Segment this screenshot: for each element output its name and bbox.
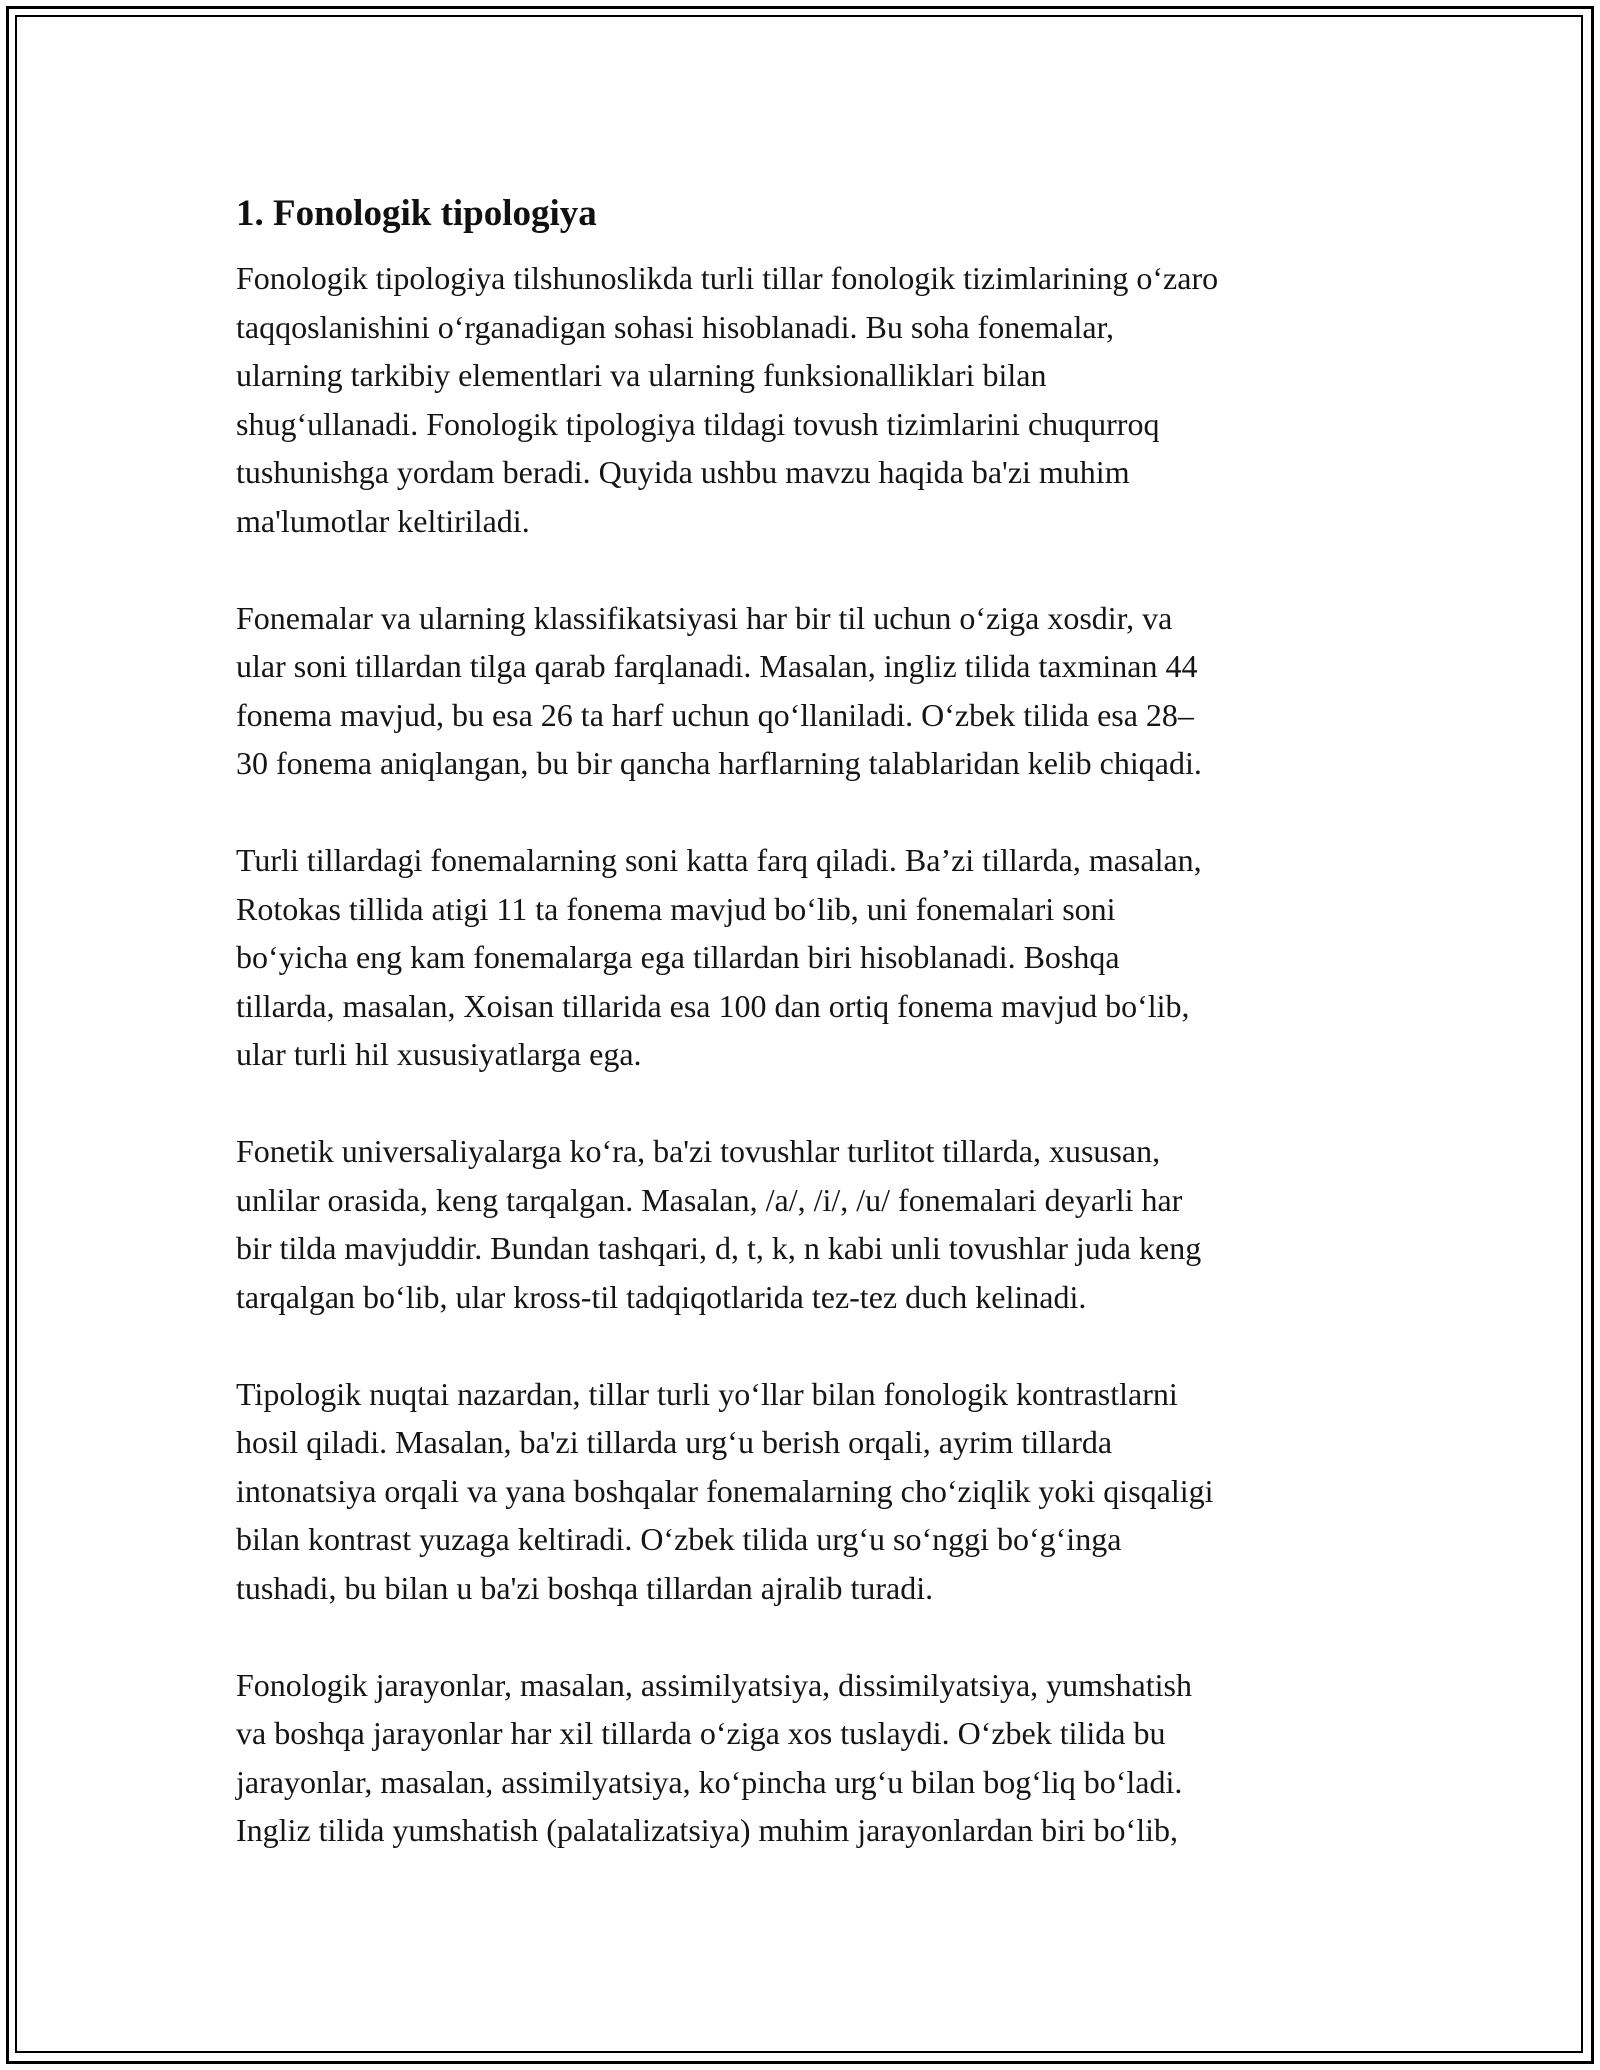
text-line: Fonologik jarayonlar, masalan, assimilyatsiya, dissimilyatsiya, yumshatish — [236, 1666, 1192, 1703]
text-line: ular soni tillardan tilga qarab farqlanadi. Masalan, ingliz tilida taxminan 44 — [236, 648, 1198, 684]
text-line: 30 fonema aniqlangan, bu bir qancha harflarning talablaridan kelib chiqadi. — [236, 745, 1202, 781]
text-line: ma'lumotlar keltiriladi. — [236, 502, 530, 539]
text-line: ularning tarkibiy elementlari va ularning funksionalliklari bilan — [236, 357, 1047, 393]
paragraph-phoneme-counts — [236, 836, 1371, 1079]
text-line: tushadi, bu bilan u ba'zi boshqa tillardan ajralib turadi. — [236, 1569, 934, 1606]
text-line: Rotokas tillida atigi 11 ta fonema mavjud bo‘lib, uni fonemalari soni — [236, 890, 1116, 927]
text-line: va boshqa jarayonlar har xil tillarda o‘ziga xos tuslaydi. O‘zbek tilida bu — [236, 1715, 1166, 1751]
text-line: bo‘yicha eng kam fonemalarga ega tillardan biri hisoblanadi. Boshqa — [236, 939, 1120, 975]
text-line: jarayonlar, masalan, assimilyatsiya, ko‘pincha urg‘u bilan bog‘liq bo‘ladi. — [236, 1763, 1183, 1800]
text-line: hosil qiladi. Masalan, ba'zi tillarda urg‘u berish orqali, ayrim tillarda — [236, 1424, 1113, 1460]
text-line: ular turli hil xususiyatlarga ega. — [236, 1036, 642, 1072]
paragraph-phonological-processes — [236, 1661, 1371, 1855]
text-line: taqqoslanishini o‘rganadigan sohasi hisoblanadi. Bu soha fonemalar, — [236, 308, 1114, 345]
paragraph-intro — [236, 254, 1371, 545]
paragraph-phoneme-classification — [236, 594, 1371, 788]
paragraph-typological-contrasts — [236, 1370, 1371, 1613]
text-line: Turli tillardagi fonemalarning soni katta farq qiladi. Ba’zi tillarda, masalan, — [236, 842, 1202, 878]
paragraph-phonetic-universals — [236, 1127, 1371, 1321]
text-line: unlilar orasida, keng tarqalgan. Masalan, /a/, /i/, /u/ fonemalari deyarli har — [236, 1181, 1183, 1218]
text-line: bir tilda mavjuddir. Bundan tashqari, d, t, k, n kabi unli tovushlar juda keng — [236, 1230, 1202, 1266]
text-line: fonema mavjud, bu esa 26 ta harf uchun qo‘llaniladi. O‘zbek tilida esa 28– — [236, 696, 1194, 733]
text-line: Fonologik tipologiya tilshunoslikda turli tillar fonologik tizimlarining o‘zaro — [236, 260, 1219, 296]
text-line: Tipologik nuqtai nazardan, tillar turli yo‘llar bilan fonologik kontrastlarni — [236, 1375, 1178, 1412]
text-line: bilan kontrast yuzaga keltiradi. O‘zbek tilida urg‘u so‘nggi bo‘g‘inga — [236, 1521, 1122, 1557]
text-line: Fonetik universaliyalarga ko‘ra, ba'zi tovushlar turlitot tillarda, xususan, — [236, 1133, 1161, 1169]
text-line: tushunishga yordam beradi. Quyida ushbu mavzu haqida ba'zi muhim — [236, 454, 1130, 490]
text-line: intonatsiya orqali va yana boshqalar fonemalarning cho‘ziqlik yoki qisqaligi — [236, 1472, 1214, 1509]
section-heading: 1. Fonologik tipologiya — [236, 193, 597, 234]
text-line: tarqalgan bo‘lib, ular kross-til tadqiqotlarida tez-tez duch kelinadi. — [236, 1278, 1087, 1315]
document-body — [236, 188, 1371, 1903]
text-line: Ingliz tilida yumshatish (palatalizatsiya) muhim jarayonlardan biri bo‘lib, — [236, 1812, 1178, 1848]
text-line: shug‘ullanadi. Fonologik tipologiya tildagi tovush tizimlarini chuqurroq — [236, 405, 1160, 442]
text-line: Fonemalar va ularning klassifikatsiyasi har bir til uchun o‘ziga xosdir, va — [236, 599, 1173, 636]
text-line: tillarda, masalan, Xoisan tillarida esa 100 dan ortiq fonema mavjud bo‘lib, — [236, 987, 1190, 1024]
